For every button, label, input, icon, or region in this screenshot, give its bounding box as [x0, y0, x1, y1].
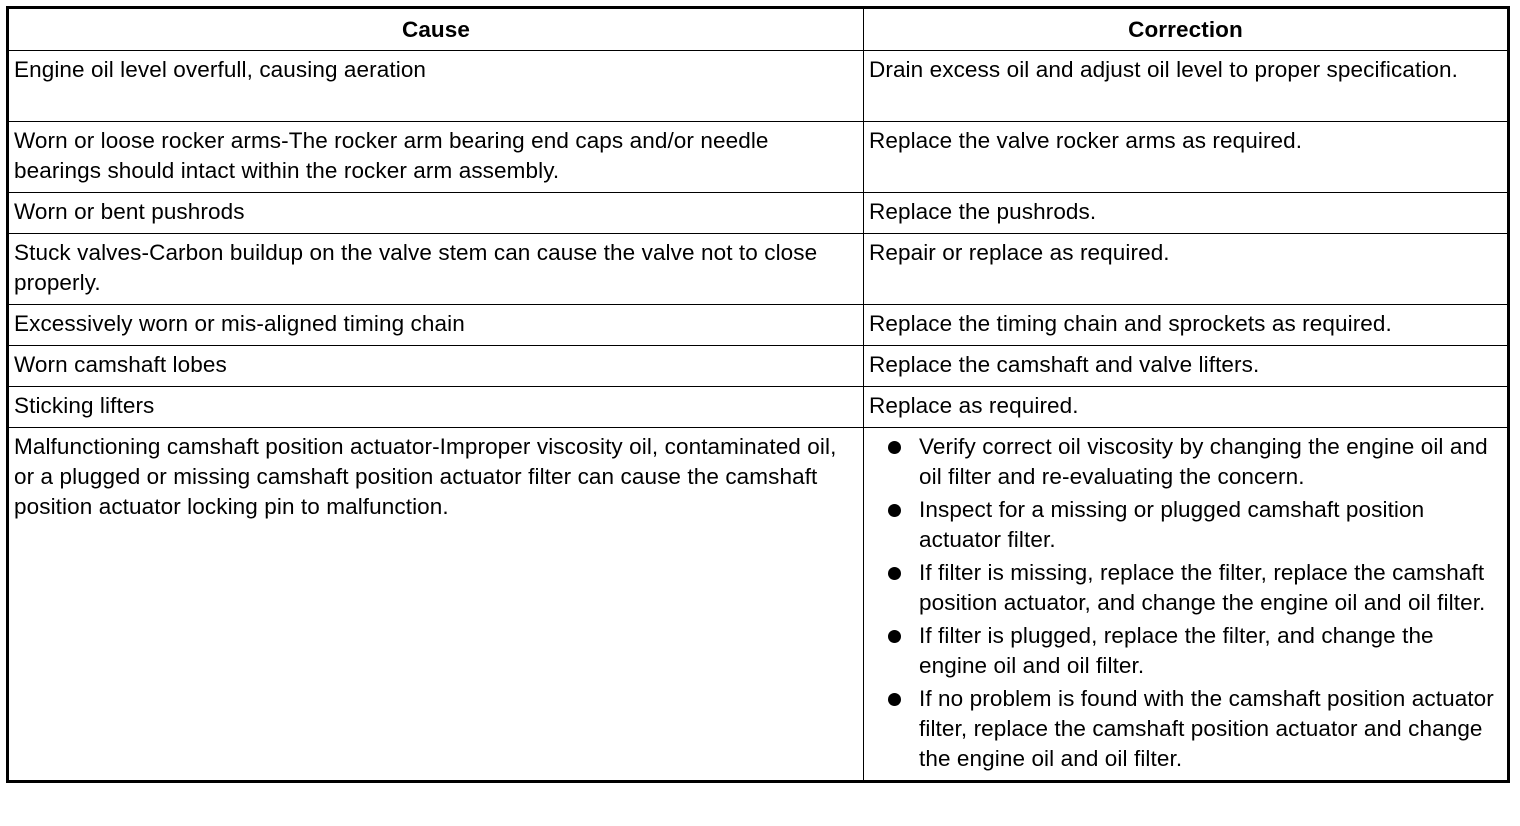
header-cause: Cause	[8, 8, 864, 51]
cause-cell: Stuck valves-Carbon buildup on the valve stem can cause the valve not to close properly.	[8, 234, 864, 305]
header-correction: Correction	[864, 8, 1509, 51]
bullet-icon	[888, 441, 901, 454]
bullet-text: If no problem is found with the camshaft position actuator filter, replace the camshaft position actuator and change the engine oil and oil filter.	[919, 686, 1494, 771]
correction-cell: Replace the camshaft and valve lifters.	[864, 346, 1509, 387]
bullet-text: If filter is missing, replace the filter, replace the camshaft position actuator, and change the engine oil and oil filter.	[919, 560, 1486, 615]
correction-cell	[864, 428, 1509, 782]
table-row	[8, 305, 1509, 346]
header-row	[8, 8, 1509, 51]
bullet-text: Verify correct oil viscosity by changing the engine oil and oil filter and re-evaluating the concern.	[919, 434, 1488, 489]
correction-bullet-list	[869, 432, 1502, 774]
diagnostic-table-container	[6, 6, 1507, 783]
bullet-item	[869, 684, 1502, 774]
table-row	[8, 234, 1509, 305]
correction-cell: Replace the pushrods.	[864, 193, 1509, 234]
bullet-icon	[888, 630, 901, 643]
table-row	[8, 122, 1509, 193]
correction-cell: Replace the valve rocker arms as required.	[864, 122, 1509, 193]
bullet-item	[869, 495, 1502, 555]
bullet-icon	[888, 504, 901, 517]
table-row	[8, 346, 1509, 387]
cause-cell: Engine oil level overfull, causing aeration	[8, 51, 864, 122]
correction-cell: Replace the timing chain and sprockets as required.	[864, 305, 1509, 346]
table-row	[8, 387, 1509, 428]
correction-cell: Drain excess oil and adjust oil level to proper specification.	[864, 51, 1509, 122]
bullet-item	[869, 621, 1502, 681]
cause-cell: Excessively worn or mis-aligned timing chain	[8, 305, 864, 346]
bullet-icon	[888, 567, 901, 580]
cause-cell: Sticking lifters	[8, 387, 864, 428]
cause-cell: Worn camshaft lobes	[8, 346, 864, 387]
correction-cell: Repair or replace as required.	[864, 234, 1509, 305]
bullet-item	[869, 558, 1502, 618]
bullet-text: If filter is plugged, replace the filter, and change the engine oil and oil filter.	[919, 623, 1434, 678]
table-row	[8, 428, 1509, 782]
bullet-text: Inspect for a missing or plugged camshaft position actuator filter.	[919, 497, 1425, 552]
table-row	[8, 193, 1509, 234]
bullet-item	[869, 432, 1502, 492]
correction-cell: Replace as required.	[864, 387, 1509, 428]
bullet-icon	[888, 693, 901, 706]
cause-cell: Malfunctioning camshaft position actuator-Improper viscosity oil, contaminated oil, or a plugged or missing camshaft position actuator filter can cause the camshaft position actuator locking pin to malfunction.	[8, 428, 864, 782]
cause-cell: Worn or bent pushrods	[8, 193, 864, 234]
diagnostic-table	[6, 6, 1510, 783]
table-row	[8, 51, 1509, 122]
cause-cell: Worn or loose rocker arms-The rocker arm bearing end caps and/or needle bearings should intact within the rocker arm assembly.	[8, 122, 864, 193]
